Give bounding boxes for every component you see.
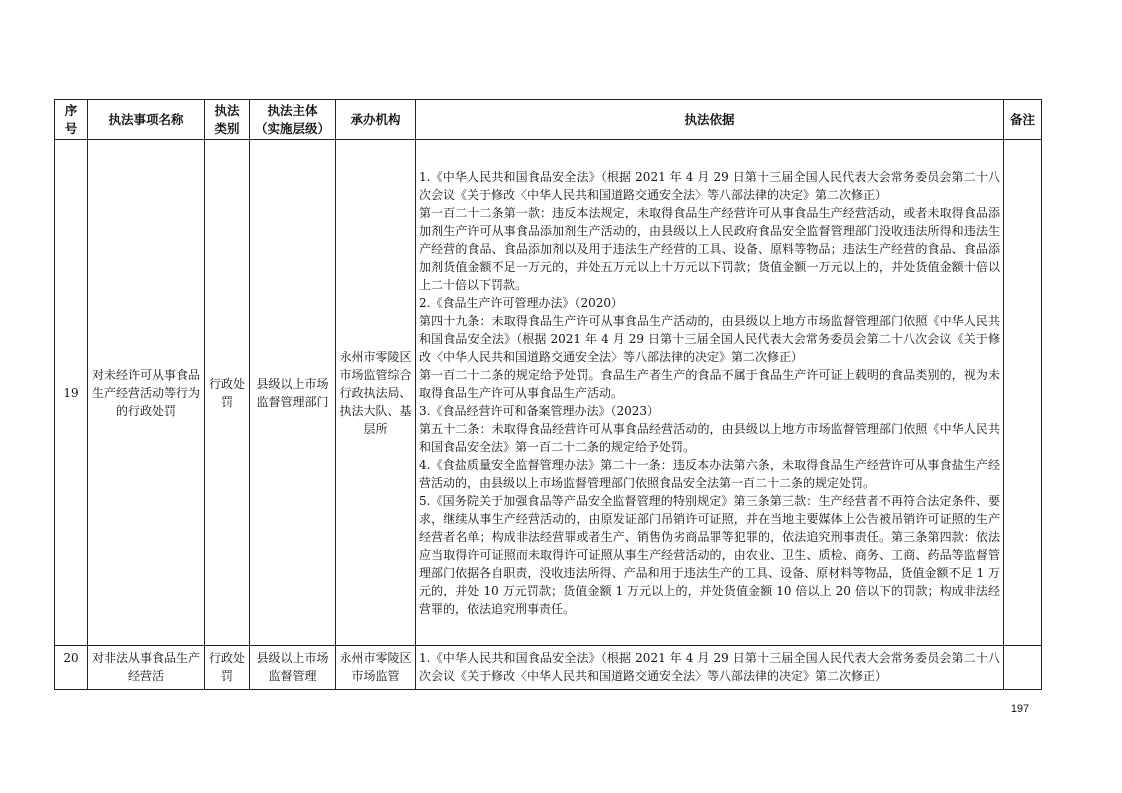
cell-seq: 19 <box>55 140 88 646</box>
header-subject: 执法主体 （实施层级） <box>250 100 336 140</box>
basis-paragraph: 第四十九条：未取得食品生产许可从事食品生产活动的，由县级以上地方市场监督管理部门依照《中华人民共和国食品安全法》（根据 2021 年 4 月 29 日第十三届全国人民代表大会常务委员会第二十八次会议《关于修改〈中华人民共和国道路交通安全法〉等八部法律的决定》第二次修正） <box>419 313 1000 364</box>
basis-paragraph: 4.《食盐质量安全监督管理办法》第二十一条：违反本办法第六条，未取得食品生产经营许可从事食盐生产经营活动的，由县级以上市场监督管理部门依照食品安全法第一百二十二条的规定处罚。 <box>419 457 1000 490</box>
table-row <box>55 140 1042 646</box>
basis-paragraph: 2.《食品生产许可管理办法》（2020） <box>419 295 623 310</box>
cell-item-name: 对非法从事食品生产经营活 <box>88 646 205 690</box>
cell-remarks <box>1004 140 1042 646</box>
header-category: 执法 类别 <box>205 100 250 140</box>
header-item-name: 执法事项名称 <box>88 100 205 140</box>
basis-paragraph: 第一百二十二条第一款：违反本法规定，未取得食品生产经营许可从事食品生产经营活动，或者未取得食品添加剂生产许可从事食品添加剂生产活动的，由县级以上人民政府食品安全监督管理部门没收违法所得和违法生产经营的食品、食品添加剂以及用于违法生产经营的工具、设备、原料等物品；违法生产经营的食品、食品添加剂货值金额不足一万元的，并处五万元以上十万元以下罚款；货值金额一万元以上的，并处货值金额十倍以上二十倍以下罚款。 <box>419 205 1000 292</box>
cell-category: 行政处罚 <box>205 646 250 690</box>
table-row <box>55 646 1042 690</box>
enforcement-table <box>54 99 1042 690</box>
cell-remarks <box>1004 646 1042 690</box>
basis-paragraph: 第一百二十二条的规定给予处罚。食品生产者生产的食品不属于食品生产许可证上载明的食品类别的，视为未取得食品生产许可从事食品生产活动。 <box>419 367 1000 400</box>
page-number: 197 <box>1010 703 1030 715</box>
cell-agency: 永州市零陵区市场监管综合行政执法局、执法大队、基层所 <box>336 140 416 646</box>
cell-item-name: 对未经许可从事食品生产经营活动等行为的行政处罚 <box>88 140 205 646</box>
basis-paragraph: 1.《中华人民共和国食品安全法》（根据 2021 年 4 月 29 日第十三届全国人民代表大会常务委员会第二十八次会议《关于修改〈中华人民共和国道路交通安全法〉等八部法律的决定》第二次修正） <box>419 651 1000 683</box>
header-seq: 序 号 <box>55 100 88 140</box>
basis-paragraph: 5.《国务院关于加强食品等产品安全监督管理的特别规定》第三条第三款：生产经营者不再符合法定条件、要求，继续从事生产经营活动的，由原发证部门吊销许可证照，并在当地主要媒体上公告被吊销许可证照的生产经营者名单；构成非法经营罪或者生产、销售伪劣商品罪等犯罪的，依法追究刑事责任。第三条第四款：依法应当取得许可证照而未取得许可证照从事生产经营活动的，由农业、卫生、质检、商务、工商、药品等监督管理部门依据各自职责，没收违法所得、产品和用于违法生产的工具、设备、原材料等物品，货值金额不足 1 万元的，并处 10 万元罚款；货值金额 1 万元以上的，并处货值金额 10 倍以上 20 倍以下的罚款；构成非法经营罪的，依法追究刑事责任。 <box>419 493 1000 616</box>
cell-subject: 县级以上市场监督管理 <box>250 646 336 690</box>
header-basis: 执法依据 <box>416 100 1004 140</box>
cell-category: 行政处罚 <box>205 140 250 646</box>
basis-paragraph: 3.《食品经营许可和备案管理办法》（2023） <box>419 403 659 418</box>
cell-basis <box>416 140 1004 646</box>
cell-seq: 20 <box>55 646 88 690</box>
cell-agency: 永州市零陵区市场监管 <box>336 646 416 690</box>
cell-basis <box>416 646 1004 690</box>
header-remarks: 备注 <box>1004 100 1042 140</box>
header-agency: 承办机构 <box>336 100 416 140</box>
basis-paragraph: 1.《中华人民共和国食品安全法》（根据 2021 年 4 月 29 日第十三届全国人民代表大会常务委员会第二十八次会议《关于修改〈中华人民共和国道路交通安全法〉等八部法律的决定》第二次修正） <box>419 169 1000 202</box>
table-header-row <box>55 100 1042 140</box>
basis-paragraph: 第五十二条：未取得食品经营许可从事食品经营活动的，由县级以上地方市场监督管理部门依照《中华人民共和国食品安全法》第一百二十二条的规定给予处罚。 <box>419 421 1000 454</box>
cell-subject: 县级以上市场监督管理部门 <box>250 140 336 646</box>
